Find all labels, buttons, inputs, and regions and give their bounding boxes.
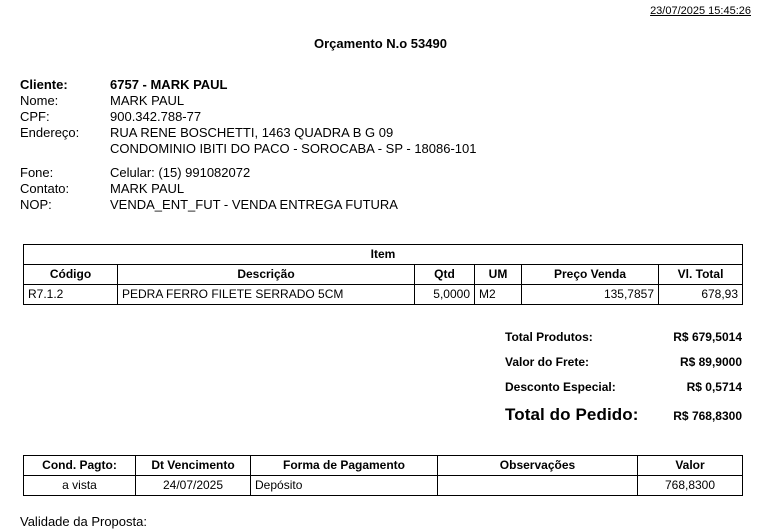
payment-column-header-forma-pagamento: Forma de Pagamento (251, 456, 438, 476)
customer-row-nome (20, 93, 640, 109)
total-label-desconto: Desconto Especial: (505, 380, 616, 394)
item-column-header-preco-venda: Preço Venda (522, 265, 659, 285)
item-column-header-qtd: Qtd (415, 265, 475, 285)
payment-table (23, 455, 743, 496)
print-timestamp: 23/07/2025 15:45:26 (650, 5, 751, 17)
total-row-frete (505, 355, 742, 369)
customer-value-nome: MARK PAUL (110, 93, 185, 108)
total-row-pedido (505, 405, 742, 425)
customer-value-cliente: 6757 - MARK PAUL (110, 77, 228, 92)
customer-row-cliente (20, 77, 640, 93)
totals-summary (505, 330, 742, 425)
item-column-header-um: UM (475, 265, 522, 285)
payment-cell-observacoes (438, 476, 638, 496)
customer-row-nop (20, 197, 640, 213)
payment-column-header-valor: Valor (638, 456, 743, 476)
payment-cell-forma-pagamento: Depósito (251, 476, 438, 496)
customer-label-endereco: Endereço: (20, 125, 80, 140)
item-table (23, 244, 743, 305)
customer-info-block (20, 77, 640, 213)
total-label-frete: Valor do Frete: (505, 355, 590, 369)
item-cell-vl-total: 678,93 (659, 285, 743, 305)
total-value-frete: R$ 89,9000 (679, 355, 742, 369)
customer-label-nome: Nome: (20, 93, 59, 108)
customer-row-endereco-line2 (20, 141, 640, 157)
payment-cell-valor: 768,8300 (638, 476, 743, 496)
customer-label-fone: Fone: (20, 165, 54, 180)
total-row-produtos (505, 330, 742, 344)
item-cell-qtd: 5,0000 (415, 285, 475, 305)
customer-value-endereco: RUA RENE BOSCHETTI, 1463 QUADRA B G 09 (110, 125, 394, 140)
payment-column-header-observacoes: Observações (438, 456, 638, 476)
payment-cell-cond-pagto: a vista (24, 476, 136, 496)
validade-proposta-label: Validade da Proposta: (20, 514, 147, 529)
payment-cell-dt-vencimento: 24/07/2025 (136, 476, 251, 496)
total-value-desconto: R$ 0,5714 (686, 380, 742, 394)
customer-block-spacer (20, 157, 640, 165)
item-cell-um: M2 (475, 285, 522, 305)
customer-label-cpf: CPF: (20, 109, 50, 124)
payment-column-header-cond-pagto: Cond. Pagto: (24, 456, 136, 476)
table-row (24, 285, 743, 305)
payment-column-header-dt-vencimento: Dt Vencimento (136, 456, 251, 476)
customer-row-endereco (20, 125, 640, 141)
customer-value-fone: Celular: (15) 991082072 (110, 165, 251, 180)
total-value-produtos: R$ 679,5014 (673, 330, 742, 344)
customer-label-cliente: Cliente: (20, 77, 68, 92)
table-row (24, 476, 743, 496)
item-cell-preco-venda: 135,7857 (522, 285, 659, 305)
customer-value-contato: MARK PAUL (110, 181, 185, 196)
payment-table-header-row (24, 456, 743, 476)
item-table-header-row (24, 265, 743, 285)
item-cell-codigo: R7.1.2 (24, 285, 118, 305)
customer-row-contato (20, 181, 640, 197)
item-column-header-codigo: Código (24, 265, 118, 285)
item-cell-descricao: PEDRA FERRO FILETE SERRADO 5CM (118, 285, 415, 305)
total-label-produtos: Total Produtos: (505, 330, 593, 344)
customer-label-contato: Contato: (20, 181, 70, 196)
total-value-pedido: R$ 768,8300 (673, 409, 742, 423)
customer-value-endereco-line2: CONDOMINIO IBITI DO PACO - SOROCABA - SP - 18086-101 (110, 141, 477, 156)
customer-label-nop: NOP: (20, 197, 52, 212)
customer-value-cpf: 900.342.788-77 (110, 109, 202, 124)
customer-row-cpf (20, 109, 640, 125)
page-title: Orçamento N.o 53490 (314, 36, 447, 51)
item-table-group-header-row (24, 245, 743, 265)
customer-value-nop: VENDA_ENT_FUT - VENDA ENTREGA FUTURA (110, 197, 398, 212)
item-column-header-descricao: Descrição (118, 265, 415, 285)
total-label-pedido: Total do Pedido: (505, 405, 639, 424)
total-row-desconto (505, 380, 742, 394)
customer-row-fone (20, 165, 640, 181)
item-column-header-vl-total: Vl. Total (659, 265, 743, 285)
item-table-group-header: Item (24, 245, 743, 265)
